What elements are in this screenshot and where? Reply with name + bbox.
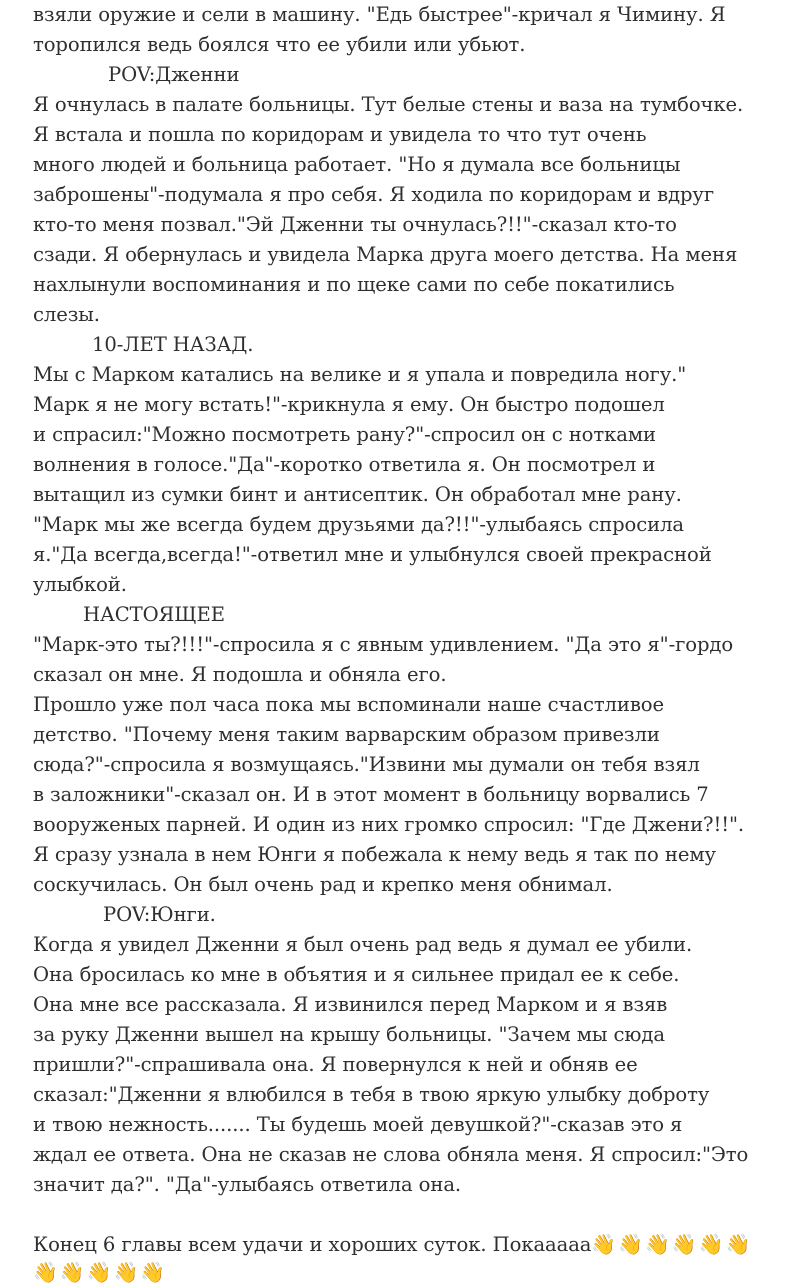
waving-hand-icon: 👋 (725, 1232, 751, 1256)
section-heading: POV:Юнги. (103, 903, 216, 926)
waving-hand-icon: 👋 (618, 1232, 644, 1256)
text-line: ждал ее ответа. Она не сказав не слова обняла меня. Я спросил:"Это (33, 1143, 749, 1166)
text-line: в заложники"-сказал он. И в этот момент в больницу ворвались 7 (33, 783, 709, 806)
text-line: и спрасил:"Можно посмотреть рану?"-спросил он с нотками (33, 423, 656, 446)
waving-hand-icon: 👋 (33, 1260, 58, 1284)
text-line: сзади. Я обернулась и увидела Марка друга моего детства. На меня (33, 243, 738, 266)
text-line: Она бросилась ко мне в объятия и я сильнее придал ее к себе. (33, 963, 680, 986)
text-line: соскучилась. Он был очень рад и крепко меня обнимал. (33, 873, 613, 896)
text-line: сюда?"-спросила я возмущаясь."Извини мы думали он тебя взял (33, 753, 700, 776)
text-line: Я встала и пошла по коридорам и увидела то что тут очень (33, 123, 647, 146)
waving-hand-icon: 👋 (86, 1260, 112, 1284)
waving-hand-icon: 👋 (645, 1232, 670, 1256)
waving-hands-row (33, 1258, 167, 1288)
text-line: взяли оружие и сели в машину. "Едь быстрее"-кричал я Чимину. Я (33, 3, 726, 26)
text-line: Прошло уже пол часа пока мы вспоминали наше счастливое (33, 693, 664, 716)
text-line: "Марк-это ты?!!!"-спросила я с явным удивлением. "Да это я"-гордо (33, 633, 734, 656)
text-line: волнения в голосе."Да"-коротко ответила я. Он посмотрел и (33, 453, 656, 476)
waving-hands-row (591, 1233, 752, 1256)
text-line: "Марк мы же всегда будем друзьями да?!!"-улыбаясь спросила (33, 513, 685, 536)
text-line: слезы. (33, 303, 100, 326)
text-line: Я сразу узнала в нем Юнги я побежала к нему ведь я так по нему (33, 843, 716, 866)
text-line: сказал он мне. Я подошла и обняла его. (33, 663, 447, 686)
text-line: Я очнулась в палате больницы. Тут белые стены и ваза на тумбочке. (33, 93, 744, 116)
text-line: пришли?"-спрашивала она. Я повернулся к ней и обняв ее (33, 1053, 638, 1076)
text-line: заброшены"-подумала я про себя. Я ходила по коридорам и вдруг (33, 183, 715, 206)
closing-text: Конец 6 главы всем удачи и хороших суток. Покааааа (33, 1233, 592, 1256)
text-line: я."Да всегда,всегда!"-ответил мне и улыбнулся своей прекрасной (33, 543, 712, 566)
text-line: Когда я увидел Дженни я был очень рад ведь я думал ее убили. (33, 933, 693, 956)
waving-hand-icon: 👋 (140, 1260, 166, 1284)
waving-hand-icon: 👋 (671, 1232, 697, 1256)
text-line: Марк я не могу встать!"-крикнула я ему. Он быстро подошел (33, 393, 665, 416)
text-line: улыбкой. (33, 573, 127, 596)
text-line: кто-то меня позвал."Эй Дженни ты очнулась?!!"-сказал кто-то (33, 213, 677, 236)
section-heading: 10-ЛЕТ НАЗАД. (92, 333, 254, 356)
text-line: детство. "Почему меня таким варварским образом привезли (33, 723, 660, 746)
section-heading: НАСТОЯЩЕЕ (83, 603, 225, 626)
waving-hand-icon: 👋 (698, 1232, 724, 1256)
text-line: вооруженых парней. И один из них громко спросил: "Где Джени?!!". (33, 813, 745, 836)
text-line: вытащил из сумки бинт и антисептик. Он обработал мне рану. (33, 483, 682, 506)
text-line: за руку Дженни вышел на крышу больницы. "Зачем мы сюда (33, 1023, 665, 1046)
section-heading: POV:Дженни (108, 63, 240, 86)
waving-hand-icon: 👋 (59, 1260, 85, 1284)
closing-line (33, 1230, 752, 1260)
text-line: торопился ведь боялся что ее убили или убьют. (33, 33, 526, 56)
waving-hand-icon: 👋 (591, 1232, 617, 1256)
text-line: значит да?". "Да"-улыбаясь ответила она. (33, 1173, 462, 1196)
text-line: сказал:"Дженни я влюбился в тебя в твою яркую улыбку доброту (33, 1083, 710, 1106)
waving-hand-icon: 👋 (113, 1260, 139, 1284)
text-line: нахлынули воспоминания и по щеке сами по себе покатились (33, 273, 675, 296)
text-line: Она мне все рассказала. Я извинился перед Марком и я взяв (33, 993, 668, 1016)
text-line: много людей и больница работает. "Но я думала все больницы (33, 153, 681, 176)
text-line: Мы с Марком катались на велике и я упала и повредила ногу." (33, 363, 687, 386)
text-line: и твою нежность....... Ты будешь моей девушкой?"-сказав это я (33, 1113, 683, 1136)
